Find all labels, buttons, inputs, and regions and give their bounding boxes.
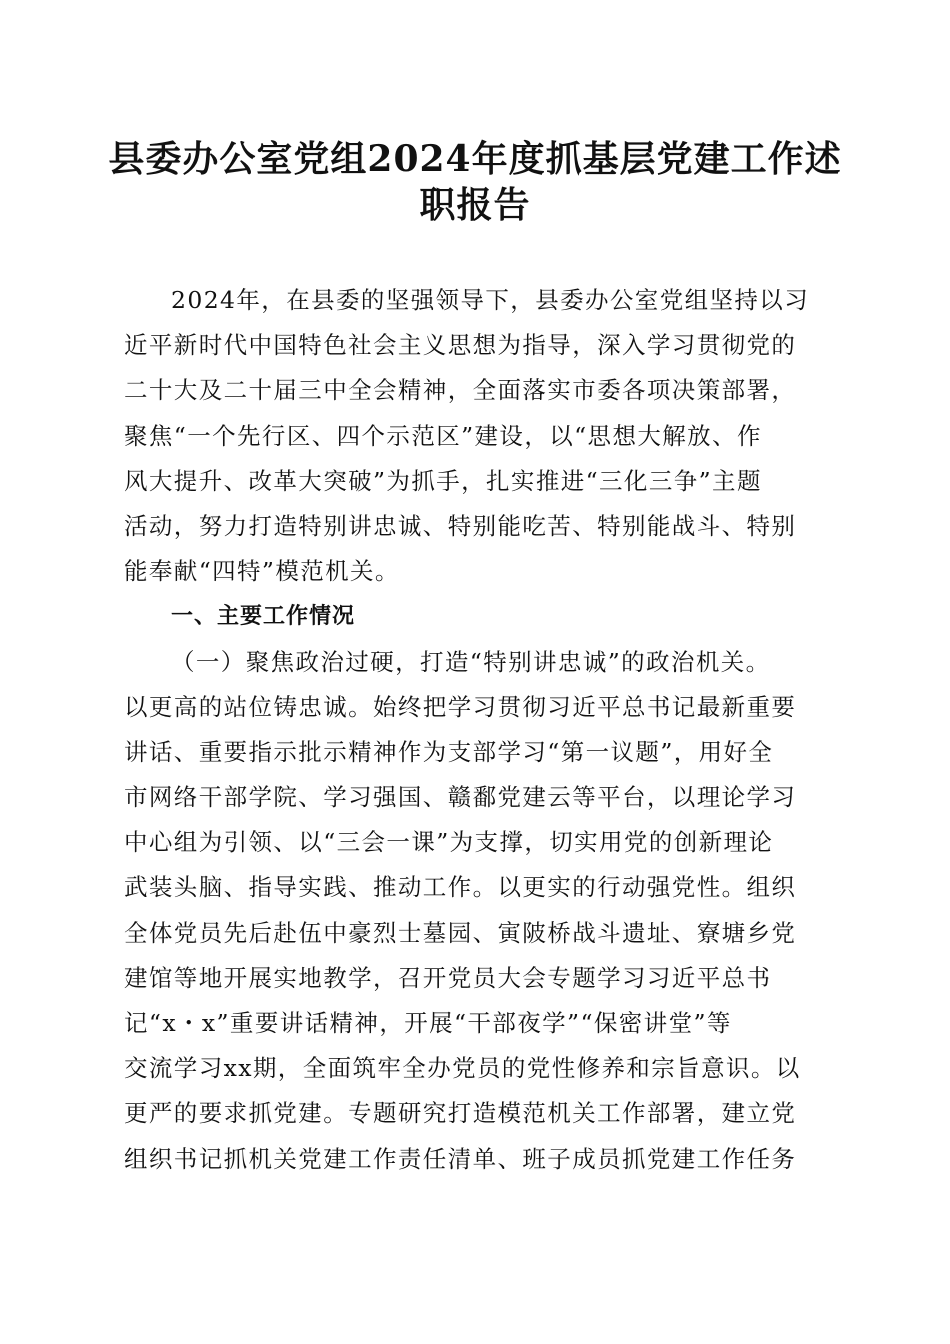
subsection-line-6: 武装头脑、指导实践、推动工作。以更实的行动强党性。组织 — [124, 873, 797, 902]
subsection-line-10: 交流学习xx期，全面筑牢全办党员的党性修养和宗旨意识。以 — [124, 1054, 801, 1083]
subsection-line-9: 记“x・x”重要讲话精神，开展“干部夜学”“保密讲堂”等 — [124, 1009, 732, 1037]
subsection-line-4: 市网络干部学院、学习强国、赣鄱党建云等平台，以理论学习 — [124, 783, 797, 812]
intro-line-2: 近平新时代中国特色社会主义思想为指导，深入学习贯彻党的 — [124, 331, 797, 360]
intro-line-3: 二十大及二十届三中全会精神，全面落实市委各项决策部署， — [124, 376, 797, 405]
subsection-line-5: 中心组为引领、以“三会一课”为支撑，切实用党的创新理论 — [124, 828, 774, 857]
subsection-line-1: （一）聚焦政治过硬，打造“特别讲忠诚”的政治机关。 — [171, 647, 771, 676]
intro-line-6: 活动，努力打造特别讲忠诚、特别能吃苦、特别能战斗、特别 — [124, 511, 797, 540]
subsection-line-7: 全体党员先后赴伍中豪烈士墓园、寅陂桥战斗遗址、寮塘乡党 — [124, 918, 797, 947]
subsection-line-2: 以更高的站位铸忠诚。始终把学习贯彻习近平总书记最新重要 — [124, 692, 797, 721]
intro-line-4: 聚焦“一个先行区、四个示范区”建设，以“思想大解放、作 — [124, 421, 762, 450]
document-title — [100, 136, 850, 228]
subsection-line-12: 组织书记抓机关党建工作责任清单、班子成员抓党建工作任务 — [124, 1144, 797, 1173]
intro-line-5: 风大提升、改革大突破”为抓手，扎实推进“三化三争”主题 — [124, 466, 762, 495]
title-line-2: 职报告 — [419, 184, 531, 226]
intro-line-1: 2024年，在县委的坚强领导下，县委办公室党组坚持以习 — [171, 286, 810, 314]
subsection-line-11: 更严的要求抓党建。专题研究打造模范机关工作部署，建立党 — [124, 1099, 797, 1128]
title-line-1: 县委办公室党组2024年度抓基层党建工作述 — [108, 138, 842, 180]
section-heading-1: 一、主要工作情况 — [171, 604, 356, 630]
document-body — [124, 278, 824, 1182]
subsection-line-8: 建馆等地开展实地教学，召开党员大会专题学习习近平总书 — [124, 963, 772, 992]
subsection-line-3: 讲话、重要指示批示精神作为支部学习“第一议题”，用好全 — [124, 737, 774, 766]
intro-line-7: 能奉献“四特”模范机关。 — [124, 557, 400, 586]
